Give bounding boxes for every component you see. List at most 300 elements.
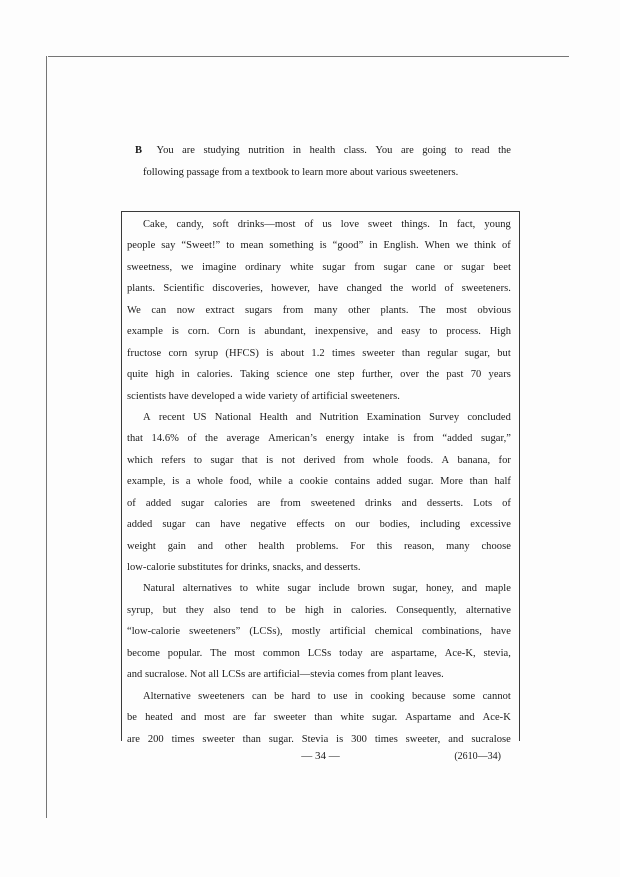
word: You [375, 145, 393, 156]
page-edge-top-rule [48, 56, 569, 57]
word: is [336, 733, 344, 745]
word: artificial [329, 626, 366, 638]
passage-line [127, 621, 511, 642]
word: can [252, 690, 267, 702]
word: The [419, 304, 436, 316]
word: to [239, 583, 249, 595]
word: problems. [296, 540, 339, 552]
word: beet [493, 261, 511, 273]
passage-line [127, 428, 511, 449]
word: on [334, 519, 346, 531]
word: become [127, 647, 160, 659]
word: regular [427, 347, 458, 359]
word: but [162, 604, 177, 616]
word: cookie [299, 476, 328, 488]
word: alternative [466, 604, 511, 616]
word: this [376, 540, 393, 552]
word: chemical [374, 626, 413, 638]
passage-line [127, 686, 511, 707]
word: In [438, 219, 448, 230]
word: When [424, 240, 450, 252]
word: can [151, 304, 167, 316]
word: example, [127, 476, 166, 488]
word: soft [212, 219, 229, 230]
word: and [459, 712, 475, 724]
word: are [400, 145, 414, 156]
word: fructose [127, 347, 162, 359]
word: energy [325, 433, 355, 445]
passage-line [127, 300, 511, 321]
word: we [180, 261, 194, 273]
word: be [274, 690, 285, 702]
word: is [248, 326, 256, 338]
word: white [340, 712, 365, 724]
word: times [171, 733, 195, 745]
word: young [484, 219, 511, 230]
word: sugar. [408, 476, 434, 488]
word: sugar [461, 261, 485, 273]
word: can [195, 519, 211, 531]
word: More [440, 476, 464, 488]
word: brown [357, 583, 385, 595]
word: bodies, [379, 519, 410, 531]
word: “added [442, 433, 473, 445]
word: inexpensive, [314, 326, 369, 338]
word: far [253, 712, 266, 724]
word: 200 [147, 733, 164, 745]
word: cannot [482, 690, 511, 702]
word: For [350, 540, 365, 552]
word: have [220, 519, 241, 531]
word: think [474, 240, 496, 252]
word: in [354, 690, 364, 702]
passage-line [127, 235, 511, 256]
word: health [309, 145, 336, 156]
word: example [127, 326, 163, 338]
word: further, [361, 369, 393, 381]
passage-line [127, 257, 511, 278]
word: is [266, 347, 274, 359]
word: the [498, 145, 511, 156]
word: from [282, 304, 304, 316]
word: sugar [181, 497, 205, 509]
passage-line: low-calorie substitutes for drinks, snacks, and desserts. [127, 562, 361, 573]
word: popular. [167, 647, 203, 659]
word: of [304, 219, 314, 230]
word: is [266, 454, 274, 466]
passage-line: and sucralose. Not all LCSs are artificial—stevia comes from plant leaves. [127, 669, 444, 681]
word: Consequently, [396, 604, 457, 616]
word: average [226, 433, 260, 445]
passage-box [121, 211, 520, 745]
word: sugar,” [481, 433, 511, 445]
word: in [369, 240, 378, 252]
word: something [269, 240, 314, 252]
word: sweeteners” [189, 626, 241, 638]
word: now [176, 304, 195, 316]
word: is [171, 326, 179, 338]
word: include [318, 583, 350, 595]
word: us [322, 219, 332, 230]
word: sucralose [471, 733, 511, 745]
word: quite [127, 369, 149, 381]
word: half [494, 476, 511, 488]
word: a [288, 476, 294, 488]
word: than [314, 712, 333, 724]
word: in [181, 369, 190, 381]
word: be [127, 712, 138, 724]
word: contains [334, 476, 370, 488]
word: fact, [456, 219, 476, 230]
word: and [377, 326, 393, 338]
word: the [204, 433, 218, 445]
word: is [172, 476, 180, 488]
word: 300 [351, 733, 367, 745]
word: sugar, [392, 583, 418, 595]
word: drinks—most [237, 219, 296, 230]
word: other [348, 304, 370, 316]
word: white [289, 261, 314, 273]
word: of [444, 283, 454, 295]
word: including [420, 519, 461, 531]
word: most [204, 712, 225, 724]
word: calories. [197, 369, 233, 381]
word: sugar [322, 261, 346, 273]
word: corn. [187, 326, 210, 338]
word: are [232, 712, 246, 724]
word: which [127, 454, 153, 466]
passage-text [122, 212, 519, 750]
word: also [213, 604, 231, 616]
word: Lots [473, 497, 493, 509]
word: candy, [176, 219, 204, 230]
passage-line [127, 450, 511, 471]
passage-line [127, 321, 511, 342]
word: 14.6% [151, 433, 179, 445]
word: a [185, 476, 191, 488]
word: negative [250, 519, 287, 531]
word: English. [383, 240, 419, 252]
word: in [333, 604, 342, 616]
word: the [390, 283, 404, 295]
word: say [161, 240, 176, 252]
word: common [262, 647, 300, 659]
word: that [127, 433, 143, 445]
word: National [214, 411, 252, 423]
word: plants. [127, 283, 156, 295]
word: and [180, 712, 197, 724]
word: 1.2 [311, 347, 325, 359]
word: maple [485, 583, 511, 595]
word: A [441, 454, 450, 466]
word: of [502, 497, 511, 509]
word: Nutrition [319, 411, 359, 423]
word: sugar. [372, 712, 398, 724]
word: to [429, 326, 438, 338]
word: of [127, 497, 136, 509]
word: syrup, [127, 604, 154, 616]
word: Corn [218, 326, 240, 338]
word: (LCSs), [249, 626, 283, 638]
word: ordinary [245, 261, 282, 273]
word: weight [127, 540, 156, 552]
word: white [255, 583, 280, 595]
word: easy [401, 326, 421, 338]
word: combinations, [422, 626, 482, 638]
word: high [155, 369, 175, 381]
passage-line [127, 471, 511, 492]
word: sugar, [464, 347, 490, 359]
word: than [469, 476, 488, 488]
word: drinks [365, 497, 392, 509]
word: than [242, 733, 261, 745]
word: Stevia [301, 733, 329, 745]
word: mean [240, 240, 264, 252]
passage-line [127, 407, 511, 428]
word: but [497, 347, 511, 359]
word: intake [362, 433, 389, 445]
word: some [452, 690, 476, 702]
word: are [370, 647, 384, 659]
word: nutrition [248, 145, 285, 156]
word: read [471, 145, 490, 156]
word: and [461, 583, 478, 595]
word: studying [203, 145, 240, 156]
word: are [182, 145, 195, 156]
passage-line [127, 514, 511, 535]
word: sugar [287, 583, 311, 595]
word: choose [481, 540, 511, 552]
word: years [488, 369, 511, 381]
word: one [314, 369, 331, 381]
word: because [411, 690, 446, 702]
word: and [448, 733, 464, 745]
word: for [498, 454, 511, 466]
word: excessive [470, 519, 511, 531]
word: cooking [370, 690, 405, 702]
passage-line [127, 214, 511, 235]
word: cane [415, 261, 435, 273]
word: to [226, 240, 235, 252]
word: imagine [202, 261, 237, 273]
passage-line [127, 707, 511, 728]
word: that [241, 454, 258, 466]
word: whole [197, 476, 224, 488]
word: are [257, 497, 271, 509]
word: many [446, 540, 470, 552]
word: alternatives [182, 583, 232, 595]
word: tend [240, 604, 259, 616]
passage-line: scientists have developed a wide variety of artificial sweeteners. [127, 390, 400, 402]
word: of [501, 240, 511, 252]
word: from [280, 497, 301, 509]
word: from [343, 454, 365, 466]
word: or [443, 261, 453, 273]
word: added [127, 519, 153, 531]
word: added [376, 476, 402, 488]
page-edge-left-rule [46, 56, 47, 818]
question-header-line2: following passage from a textbook to learn more about various sweeteners. [143, 167, 459, 178]
word: sweeteners [198, 690, 245, 702]
word: class. [343, 145, 367, 156]
word: refers [161, 454, 186, 466]
word: Natural [143, 583, 175, 595]
document-code: (2610—34) [454, 751, 501, 762]
word: aspartame, [391, 647, 437, 659]
word: heated [145, 712, 173, 724]
word: added [145, 497, 172, 509]
word: A [143, 411, 151, 423]
word: desserts. [426, 497, 464, 509]
passage-line [127, 278, 511, 299]
word: Survey [429, 411, 460, 423]
question-header-line1 [135, 140, 511, 162]
word: sweeter, [405, 733, 441, 745]
word: have [318, 283, 339, 295]
word: hard [291, 690, 311, 702]
word: discoveries, [212, 283, 263, 295]
word: sugar [383, 261, 407, 273]
word: going [422, 145, 447, 156]
word: reason, [403, 540, 435, 552]
word: from [413, 433, 434, 445]
word: recent [158, 411, 185, 423]
word: calories. [351, 604, 387, 616]
word: our [355, 519, 370, 531]
word: is [319, 240, 327, 252]
word: whole [372, 454, 399, 466]
word: high [305, 604, 324, 616]
word: sugar [210, 454, 234, 466]
word: mostly [291, 626, 321, 638]
word: while [258, 476, 282, 488]
word: to [454, 145, 463, 156]
word: syrup [194, 347, 219, 359]
word: we [455, 240, 469, 252]
word: not [281, 454, 296, 466]
word: to [267, 604, 277, 616]
word: “Sweet!” [181, 240, 221, 252]
page-number: — 34 — [301, 750, 340, 762]
word: sugars [245, 304, 273, 316]
word: Taking [239, 369, 270, 381]
word: High [489, 326, 511, 338]
word: than [401, 347, 421, 359]
word: Health [259, 411, 288, 423]
word: abundant, [264, 326, 306, 338]
word: We [127, 304, 141, 316]
word: Scientific [163, 283, 205, 295]
word: The [210, 647, 227, 659]
word: You [156, 145, 174, 156]
word: sweet [368, 219, 393, 230]
passage-line [127, 364, 511, 385]
word: about [280, 347, 305, 359]
word: stevia, [483, 647, 511, 659]
word: (HFCS) [225, 347, 259, 359]
word: “low-calorie [127, 626, 181, 638]
word: most [446, 304, 467, 316]
word: food, [229, 476, 252, 488]
word: sugar. [268, 733, 294, 745]
word: changed [346, 283, 382, 295]
word: past [446, 369, 464, 381]
word: calories [214, 497, 248, 509]
word: American’s [268, 433, 318, 445]
passage-line [127, 600, 511, 621]
word: and [197, 540, 214, 552]
word: Ace-K, [444, 647, 476, 659]
word: in [292, 145, 302, 156]
word: banana, [457, 454, 491, 466]
passage-line [127, 578, 511, 599]
word: to [193, 454, 203, 466]
word: gain [167, 540, 186, 552]
word: “good” [332, 240, 364, 252]
word: be [285, 604, 296, 616]
word: however, [271, 283, 310, 295]
passage-line [127, 343, 511, 364]
word: over [400, 369, 419, 381]
word: sweetened [310, 497, 356, 509]
word: concluded [467, 411, 511, 423]
word: corn [168, 347, 188, 359]
word: sugar [162, 519, 186, 531]
word: 70 [470, 369, 482, 381]
word: things. [401, 219, 430, 230]
word: derived [303, 454, 336, 466]
question-header [135, 140, 511, 184]
word: to [317, 690, 326, 702]
word: many [313, 304, 338, 316]
word: are [127, 733, 140, 745]
word: sweeter [273, 712, 307, 724]
question-letter: B [135, 145, 143, 156]
word: love [340, 219, 360, 230]
word: times [374, 733, 398, 745]
word: and [401, 497, 417, 509]
word: people [127, 240, 156, 252]
word: health [258, 540, 285, 552]
word: Alternative [143, 690, 191, 702]
passage-line [127, 536, 511, 557]
word: have [490, 626, 511, 638]
word: is [397, 433, 405, 445]
word: foods. [406, 454, 434, 466]
word: step [337, 369, 355, 381]
word: sweeter [362, 347, 395, 359]
word: sweeter [202, 733, 235, 745]
word: Cake, [143, 219, 168, 230]
word: today [339, 647, 363, 659]
word: Aspartame [405, 712, 452, 724]
word: process. [446, 326, 481, 338]
word: they [185, 604, 205, 616]
word: times [331, 347, 355, 359]
word: obvious [477, 304, 511, 316]
passage-line [127, 493, 511, 514]
word: US [193, 411, 207, 423]
word: of [187, 433, 197, 445]
word: from [354, 261, 375, 273]
word: effects [296, 519, 325, 531]
word: sweetness, [127, 261, 173, 273]
word: plants. [380, 304, 409, 316]
word: honey, [425, 583, 454, 595]
word: Examination [366, 411, 421, 423]
word: world [411, 283, 437, 295]
word: and [296, 411, 312, 423]
